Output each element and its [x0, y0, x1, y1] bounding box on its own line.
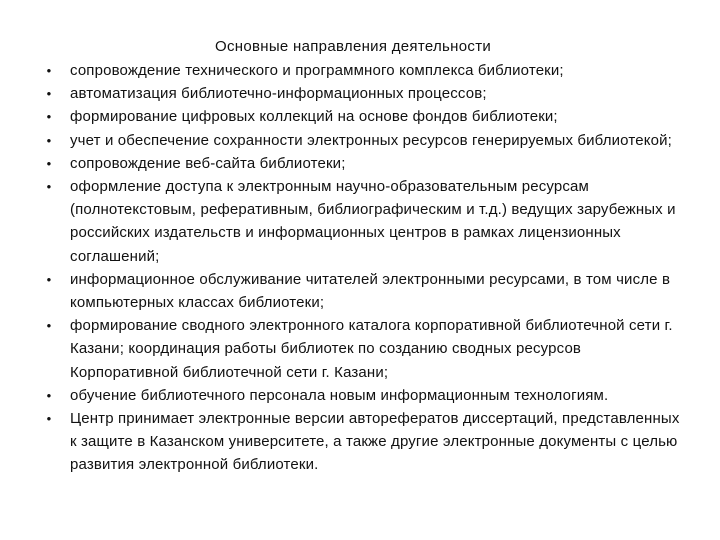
bullet-icon: • — [46, 387, 52, 403]
page-title: Основные направления деятельности — [215, 38, 492, 55]
list-item — [44, 152, 680, 175]
bullet-icon: • — [46, 155, 52, 171]
bullet-icon: • — [46, 63, 52, 78]
list-item-text: сопровождение технического и программного комплекса библиотеки; — [70, 62, 564, 79]
list-item-text: автоматизация библиотечно-информационных процессов; — [70, 85, 487, 103]
list-item-text: формирование сводного электронного каталога корпоративной библиотечной сети г. Казани; координация работы библиотек по созданию сводных ресурсов Корпоративной библиотечной сети г. Казани; — [70, 317, 673, 381]
bullet-icon: • — [46, 271, 52, 287]
list-item-text: обучение библиотечного персонала новым информационным технологиям. — [70, 386, 609, 404]
list-item-text: информационное обслуживание читателей электронными ресурсами, в том числе в компьютерных классах библиотеки; — [70, 270, 671, 312]
bullet-icon: • — [46, 179, 52, 195]
list-item — [44, 105, 680, 128]
list-item — [44, 59, 680, 82]
list-item — [44, 129, 680, 152]
list-item — [44, 175, 680, 268]
bullet-icon: • — [46, 109, 52, 125]
list-item — [44, 314, 680, 384]
list-item — [44, 384, 680, 407]
list-item — [44, 407, 680, 477]
bullet-icon: • — [46, 411, 52, 427]
list-item-text: Центр принимает электронные версии авторефератов диссертаций, представленных к защите в Казанском университете, а также другие электронные документы с целью развития электронной библиотеки. — [70, 410, 680, 474]
activity-list — [44, 59, 680, 477]
list-item-text: формирование цифровых коллекций на основе фондов библиотеки; — [70, 108, 558, 126]
bullet-icon: • — [46, 318, 52, 334]
list-item-text: сопровождение веб-сайта библиотеки; — [70, 154, 346, 172]
bullet-icon: • — [46, 132, 52, 148]
bullet-icon: • — [46, 86, 52, 102]
list-item-text: учет и обеспечение сохранности электронных ресурсов генерируемых библиотекой; — [70, 131, 672, 149]
list-item — [44, 82, 680, 105]
list-item — [44, 268, 680, 314]
list-item-text: оформление доступа к электронным научно-образовательным ресурсам (полнотекстовым, реферативным, библиографическим и т.д.) ведущих зарубежных и российских издательств и информационных центров в рамках лицензионных соглашений; — [70, 178, 676, 265]
